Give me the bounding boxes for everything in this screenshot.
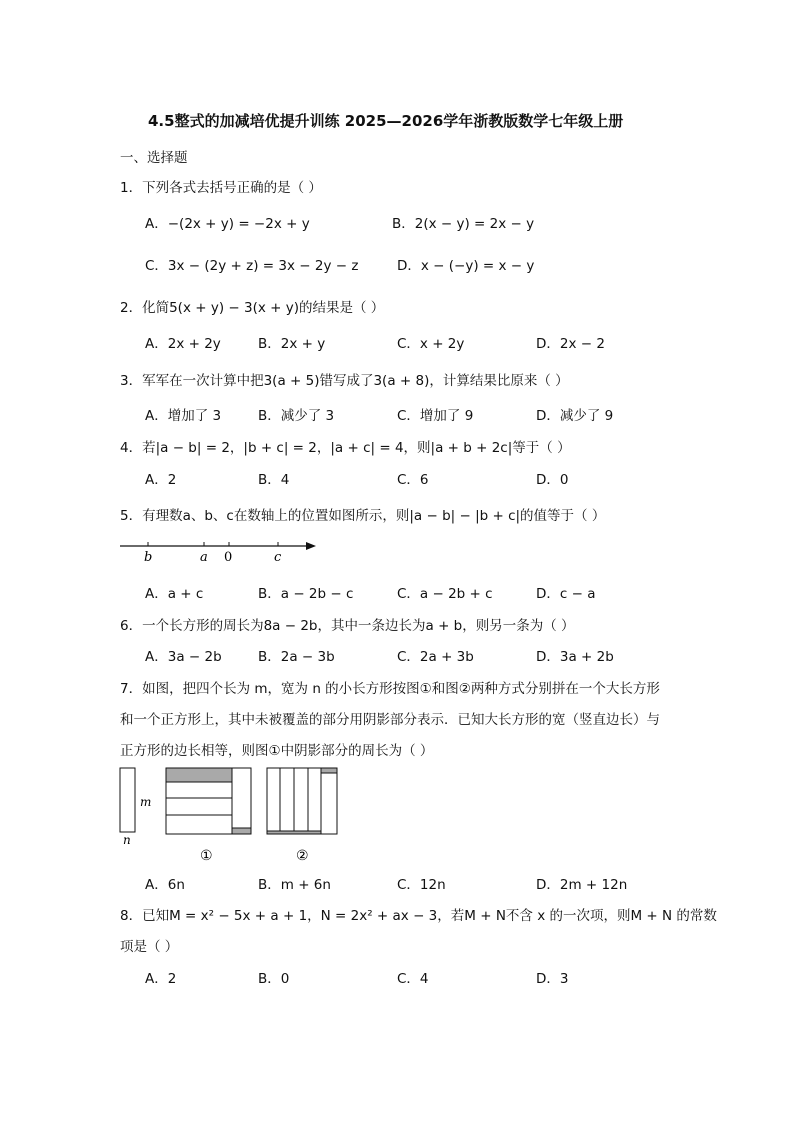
question-6-option-a[interactable]: A．3a − 2b — [145, 649, 222, 665]
rectangle-puzzle-figure — [116, 764, 346, 868]
question-8-option-d[interactable]: D．3 — [536, 971, 569, 987]
question-7-stem-line-3: 正方形的边长相等，则图①中阴影部分的周长为（ ） — [120, 743, 434, 759]
question-2-stem: 2．化简5(x + y) − 3(x + y)的结果是（ ） — [120, 300, 385, 316]
question-7-option-a[interactable]: A．6n — [145, 877, 185, 893]
question-1-option-d[interactable]: D．x − (−y) = x − y — [397, 258, 535, 274]
figure-1-caption: ① — [200, 848, 213, 864]
number-line-label-c: c — [274, 550, 282, 565]
question-5-option-b[interactable]: B．a − 2b − c — [258, 586, 354, 602]
number-line-figure — [118, 532, 328, 568]
question-4-option-c[interactable]: C．6 — [397, 472, 429, 488]
question-4-option-a[interactable]: A．2 — [145, 472, 177, 488]
question-3-option-b[interactable]: B．减少了 3 — [258, 408, 335, 424]
question-3-option-a[interactable]: A．增加了 3 — [145, 408, 222, 424]
question-4-stem: 4．若|a − b| = 2，|b + c| = 2，|a + c| = 4，则|a + b + 2c|等于（ ） — [120, 440, 571, 456]
figure-1-shaded-bottom-right — [232, 828, 251, 834]
question-4-option-b[interactable]: B．4 — [258, 472, 290, 488]
question-7-option-d[interactable]: D．2m + 12n — [536, 877, 628, 893]
figure-1 — [166, 768, 251, 834]
question-2-option-d[interactable]: D．2x − 2 — [536, 336, 605, 352]
question-4-option-d[interactable]: D．0 — [536, 472, 569, 488]
question-7-stem-line-2: 和一个正方形上，其中未被覆盖的部分用阴影部分表示．已知大长方形的宽（竖直边长）与 — [120, 712, 660, 728]
question-5-stem: 5．有理数a、b、c在数轴上的位置如图所示，则|a − b| − |b + c|的值等于（ ） — [120, 508, 606, 524]
question-6-option-d[interactable]: D．3a + 2b — [536, 649, 614, 665]
label-n: n — [123, 833, 131, 847]
figure-2-shaded-top — [321, 768, 337, 773]
small-rectangle — [120, 768, 135, 832]
number-line-label-b: b — [144, 550, 153, 565]
section-heading: 一、选择题 — [120, 150, 188, 166]
question-3-stem: 3．军军在一次计算中把3(a + 5)错写成了3(a + 8)，计算结果比原来（ ） — [120, 373, 569, 389]
page-title: 4.5整式的加减培优提升训练 2025—2026学年浙教版数学七年级上册 — [148, 112, 624, 130]
question-2-option-c[interactable]: C．x + 2y — [397, 336, 465, 352]
question-6-option-c[interactable]: C．2a + 3b — [397, 649, 474, 665]
question-6-option-b[interactable]: B．2a − 3b — [258, 649, 335, 665]
question-3-option-c[interactable]: C．增加了 9 — [397, 408, 474, 424]
question-3-option-d[interactable]: D．减少了 9 — [536, 408, 614, 424]
number-line-label-a: a — [200, 550, 208, 565]
question-1-stem: 1．下列各式去括号正确的是（ ） — [120, 180, 322, 196]
question-1-option-a[interactable]: A．−(2x + y) = −2x + y — [145, 216, 310, 232]
question-1-option-c[interactable]: C．3x − (2y + z) = 3x − 2y − z — [145, 258, 359, 274]
question-2-option-b[interactable]: B．2x + y — [258, 336, 326, 352]
number-line-label-zero: 0 — [224, 550, 233, 565]
question-8-option-c[interactable]: C．4 — [397, 971, 429, 987]
question-7-option-b[interactable]: B．m + 6n — [258, 877, 331, 893]
question-6-stem: 6．一个长方形的周长为8a − 2b，其中一条边长为a + b，则另一条为（ ） — [120, 618, 575, 634]
label-m: m — [140, 795, 152, 809]
question-7-option-c[interactable]: C．12n — [397, 877, 446, 893]
question-5-option-a[interactable]: A．a + c — [145, 586, 204, 602]
question-8-option-b[interactable]: B．0 — [258, 971, 290, 987]
question-8-stem-line-1: 8．已知M = x² − 5x + a + 1，N = 2x² + ax − 3，若M + N不含 x 的一次项，则M + N 的常数 — [120, 908, 717, 924]
question-8-option-a[interactable]: A．2 — [145, 971, 177, 987]
question-5-option-c[interactable]: C．a − 2b + c — [397, 586, 493, 602]
question-8-stem-line-2: 项是（ ） — [120, 939, 179, 955]
question-5-option-d[interactable]: D．c − a — [536, 586, 596, 602]
figure-2-caption: ② — [296, 848, 309, 864]
figure-1-shaded-top — [166, 768, 232, 782]
question-7-stem-line-1: 7．如图，把四个长为 m，宽为 n 的小长方形按图①和图②两种方式分别拼在一个大长方形 — [120, 681, 660, 697]
question-2-option-a[interactable]: A．2x + 2y — [145, 336, 221, 352]
figure-2 — [267, 768, 337, 834]
question-1-option-b[interactable]: B．2(x − y) = 2x − y — [392, 216, 535, 232]
